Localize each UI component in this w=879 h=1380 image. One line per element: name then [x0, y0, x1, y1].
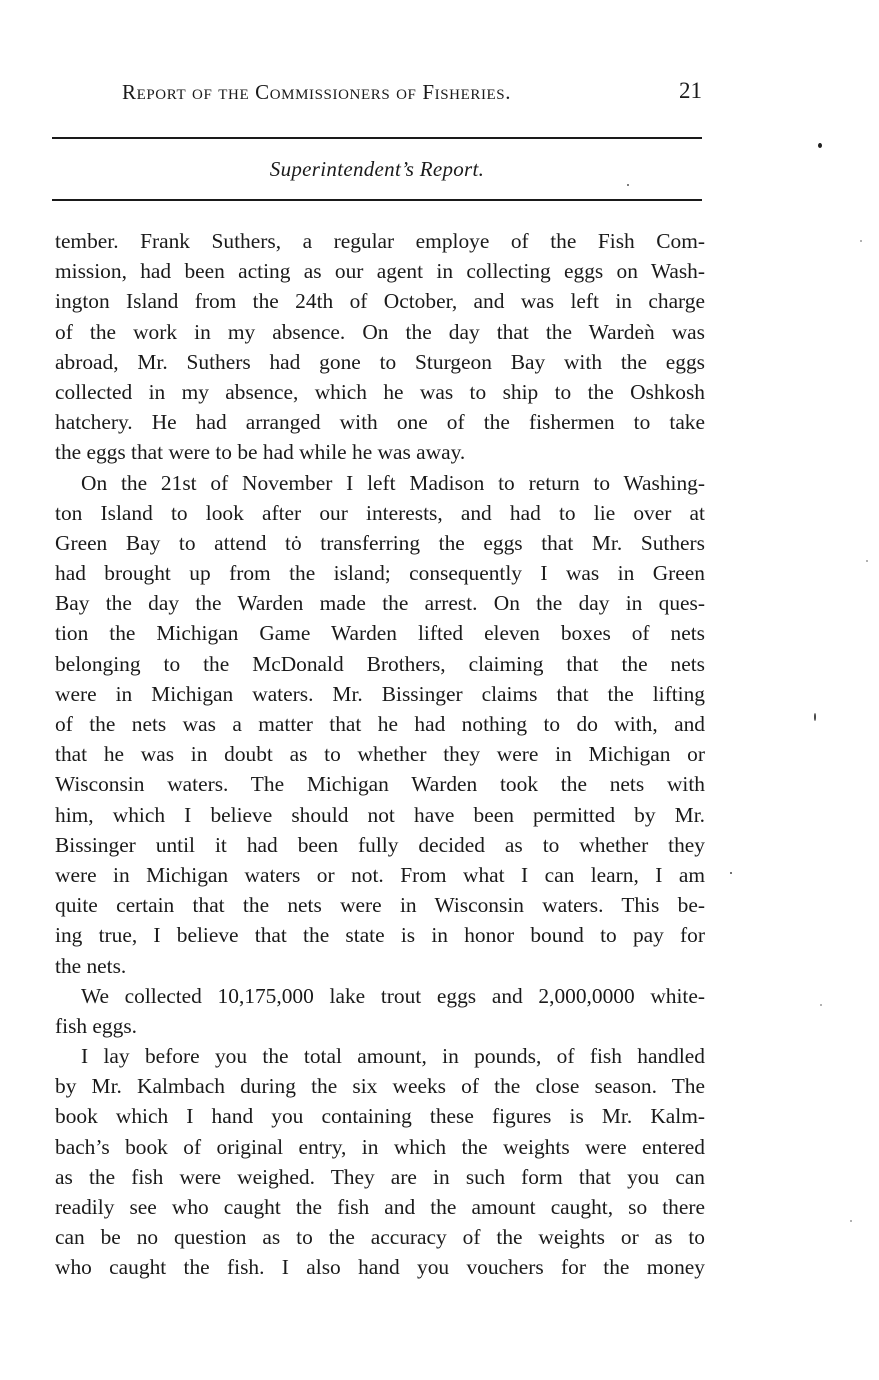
text-line: as the fish were weighed. They are in such form that you can: [55, 1164, 705, 1189]
running-title: Report of the Commissioners of Fisheries.: [122, 80, 512, 104]
scan-speck: [866, 560, 868, 562]
scan-speck: [627, 184, 629, 186]
scan-speck: [814, 713, 816, 721]
text-line: Green Bay to attend tȯ transferring the eggs that Mr. Suthers: [55, 530, 705, 555]
text-line: were in Michigan waters. Mr. Bissinger claims that the lifting: [55, 681, 705, 706]
text-line: of the work in my absence. On the day that the Wardeǹ was: [55, 319, 705, 344]
body-text: [55, 226, 705, 1283]
text-line: mission, had been acting as our agent in collecting eggs on Wash-: [55, 259, 705, 284]
text-line: On the 21st of November I left Madison to return to Washing-: [81, 470, 705, 495]
text-line: collected in my absence, which he was to ship to the Oshkosh: [55, 379, 705, 404]
text-line: Bissinger until it had been fully decided as to whether they: [55, 832, 705, 857]
text-line: book which I hand you containing these figures is Mr. Kalm-: [55, 1104, 705, 1129]
text-line: ton Island to look after our interests, and had to lie over at: [55, 500, 705, 525]
text-line: hatchery. He had arranged with one of the fishermen to take: [55, 410, 705, 435]
section-title: Superintendent’s Report.: [269, 157, 485, 181]
text-line: of the nets was a matter that he had nothing to do with, and: [55, 712, 705, 736]
text-line: him, which I believe should not have been permitted by Mr.: [55, 802, 705, 827]
scan-speck: [818, 143, 822, 148]
scan-speck: [850, 1220, 852, 1222]
text-line: abroad, Mr. Suthers had gone to Sturgeon Bay with the eggs: [55, 349, 705, 374]
text-line: the nets.: [55, 953, 127, 978]
running-header: [52, 80, 702, 110]
text-line: bach’s book of original entry, in which the weights were entered: [55, 1134, 705, 1159]
text-line: can be no question as to the accuracy of the weights or as to: [55, 1225, 705, 1250]
header-rule-bottom: [52, 199, 702, 201]
text-line: Wisconsin waters. The Michigan Warden took the nets with: [55, 772, 705, 797]
text-line: who caught the fish. I also hand you vouchers for the money: [55, 1255, 705, 1280]
scan-speck: [730, 872, 732, 874]
text-line: ing true, I believe that the state is in honor bound to pay for: [55, 923, 705, 948]
text-line: tember. Frank Suthers, a regular employe of the Fish Com-: [55, 229, 705, 253]
text-line: tion the Michigan Game Warden lifted eleven boxes of nets: [55, 621, 705, 646]
text-line: had brought up from the island; consequently I was in Green: [55, 561, 705, 586]
text-line: the eggs that were to be had while he was away.: [55, 440, 466, 465]
text-line: by Mr. Kalmbach during the six weeks of the close season. The: [55, 1074, 705, 1099]
text-line: readily see who caught the fish and the amount caught, so there: [55, 1195, 705, 1219]
text-line: were in Michigan waters or not. From what I can learn, I am: [55, 862, 705, 887]
header-rule-top: [52, 137, 702, 139]
text-line: belonging to the McDonald Brothers, claiming that the nets: [55, 651, 705, 676]
text-line: We collected 10,175,000 lake trout eggs and 2,000,0000 white-: [81, 983, 705, 1008]
text-line: I lay before you the total amount, in pounds, of fish handled: [81, 1044, 705, 1069]
scan-speck: [860, 240, 862, 242]
text-line: Bay the day the Warden made the arrest. On the day in ques-: [55, 591, 705, 616]
text-line: quite certain that the nets were in Wisconsin waters. This be-: [55, 893, 705, 918]
text-line: that he was in doubt as to whether they were in Michigan or: [55, 742, 705, 767]
text-line: fish eggs.: [55, 1013, 137, 1038]
scan-speck: [820, 1004, 822, 1006]
page-number: 21: [679, 78, 702, 103]
text-line: ington Island from the 24th of October, and was left in charge: [55, 289, 705, 314]
